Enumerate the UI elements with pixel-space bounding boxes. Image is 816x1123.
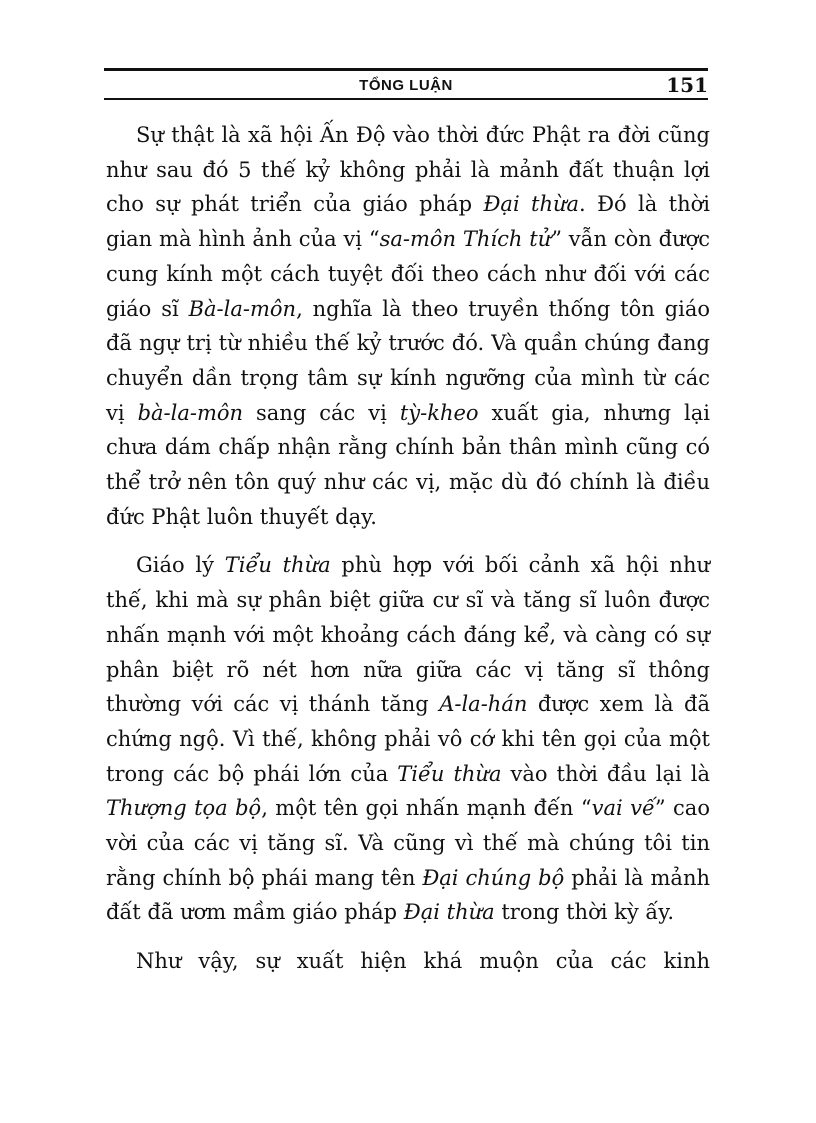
text-run: ” vẫn còn được cung kính một cách tuyệt đối theo cách như đối với các giáo sĩ: [106, 227, 711, 321]
italic-term: Tiểu thừa: [397, 761, 502, 786]
italic-term: Đại thừa: [483, 192, 580, 217]
text-run: ” cao vời của các vị tăng sĩ. Và cũng vì thế mà chúng tôi tin rằng chính bộ phái mang tên: [106, 796, 710, 890]
text-run: xuất gia, nhưng lại chưa dám chấp nhận rằng chính bản thân mình cũng có thể trở nên tôn quý như các vị, mặc dù đó chính là điều đức Phật luôn thuyết dạy.: [106, 400, 710, 529]
text-run: Giáo lý: [136, 553, 225, 578]
italic-term: Đại chúng bộ: [422, 865, 565, 890]
text-run: sang các vị: [243, 400, 400, 425]
text-run: . Đó là thời gian mà hình ảnh của vị “: [106, 192, 710, 252]
text-run: Sự thật là xã hội Ấn Độ vào thời đức Phật ra đời cũng như sau đó 5 thế kỷ không phải là mảnh đất thuận lợi cho sự phát triển của giáo pháp: [106, 123, 710, 217]
text-run: , nghĩa là theo truyền thống tôn giáo đã ngự trị từ nhiều thế kỷ trước đó. Và quần chúng đang chuyển dần trọng tâm sự kính ngưỡng của mình từ các vị: [106, 296, 710, 425]
italic-term: A-la-hán: [439, 692, 528, 717]
paragraph: [106, 118, 710, 534]
italic-term: vai vế: [591, 796, 655, 821]
italic-term: Đại thừa: [403, 900, 495, 925]
italic-term: Tiểu thừa: [224, 553, 331, 578]
header-bottom-rule: [104, 98, 708, 100]
text-run: Như vậy, sự xuất hiện khá muộn của các kinh: [136, 949, 710, 974]
text-run: phải là mảnh đất đã ươm mầm giáo pháp: [106, 865, 710, 925]
text-run: vào thời đầu lại là: [501, 761, 710, 786]
italic-term: Bà-la-môn: [188, 296, 297, 321]
header-top-rule: [104, 68, 708, 71]
italic-term: bà-la-môn: [137, 400, 244, 425]
italic-term: Thượng tọa bộ: [106, 796, 262, 821]
paragraph: [106, 944, 710, 979]
body-text: [106, 118, 710, 993]
text-run: được xem là đã chứng ngộ. Vì thế, không phải vô cớ khi tên gọi của một trong các bộ phái lớn của: [106, 692, 710, 786]
text-run: , một tên gọi nhấn mạnh đến “: [261, 796, 592, 821]
page-number: 151: [666, 73, 708, 97]
text-run: phù hợp với bối cảnh xã hội như thế, khi mà sự phân biệt giữa cư sĩ và tăng sĩ luôn được nhấn mạnh với một khoảng cách đáng kể, và càng có sự phân biệt rõ nét hơn nữa giữa các vị tăng sĩ thông thường với các vị thánh tăng: [106, 553, 711, 717]
running-title: TỔNG LUẬN: [359, 77, 453, 94]
text-run: trong thời kỳ ấy.: [494, 900, 674, 925]
italic-term: tỳ-kheo: [399, 400, 479, 425]
paragraph: [106, 548, 710, 930]
italic-term: sa-môn Thích tử: [379, 227, 552, 252]
